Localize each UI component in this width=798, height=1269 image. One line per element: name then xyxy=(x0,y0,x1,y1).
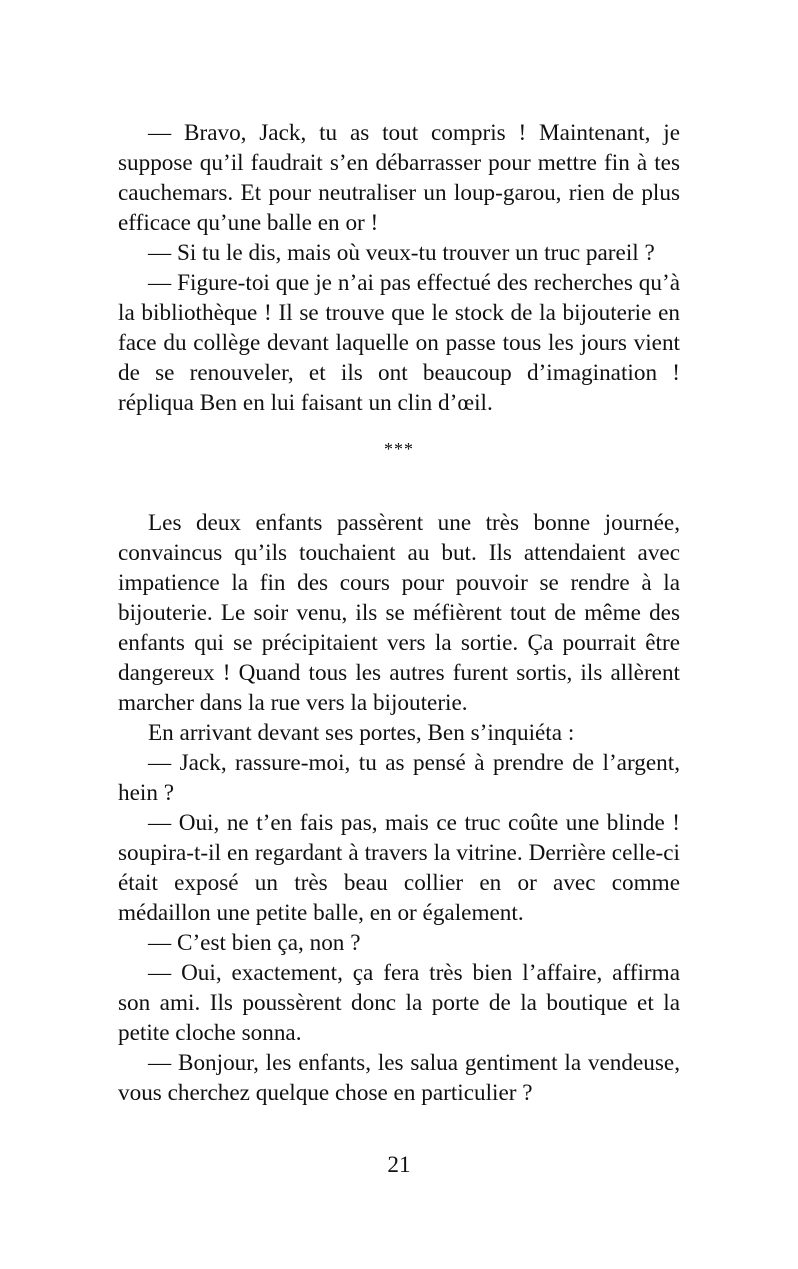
paragraph: Les deux enfants passèrent une très bonne journée, convaincus qu’ils touchaient au but. Ils attendaient avec impatience la fin des cours pour pouvoir se rendre à la bijouterie. Le soir venu, ils se méfièrent tout de même des enfants qui se précipitaient vers la sortie. Ça pourrait être dangereux ! Quand tous les autres furent sortis, ils allèrent marcher dans la rue vers la bijouterie. xyxy=(118,510,680,716)
section-separator: *** xyxy=(384,439,414,459)
paragraph: — Oui, exactement, ça fera très bien l’affaire, affirma son ami. Ils poussèrent donc la porte de la boutique et la petite cloche sonna. xyxy=(118,960,680,1046)
paragraph: En arrivant devant ses portes, Ben s’inquiéta : xyxy=(148,720,575,746)
paragraph: — Bravo, Jack, tu as tout compris ! Maintenant, je suppose qu’il faudrait s’en débarrasser pour mettre fin à tes cauchemars. Et pour neutraliser un loup-garou, rien de plus efficace qu’une balle en or ! xyxy=(118,120,680,236)
page-number: 21 xyxy=(387,1152,411,1178)
section-2 xyxy=(118,508,680,1108)
paragraph: — Si tu le dis, mais où veux-tu trouver un truc pareil ? xyxy=(148,240,655,266)
section-1 xyxy=(118,118,680,418)
paragraph: — Figure-toi que je n’ai pas effectué des recherches qu’à la bibliothèque ! Il se trouve que le stock de la bijouterie en face du collège devant laquelle on passe tous les jours vient de se renouveler, et ils ont beaucoup d’imagination ! répliqua Ben en lui faisant un clin d’œil. xyxy=(118,270,680,416)
page-body xyxy=(118,118,680,1108)
paragraph: — Bonjour, les enfants, les salua gentiment la vendeuse, vous cherchez quelque chose en particulier ? xyxy=(118,1050,680,1106)
paragraph: — Jack, rassure-moi, tu as pensé à prendre de l’argent, hein ? xyxy=(118,750,680,806)
paragraph: — C’est bien ça, non ? xyxy=(148,930,361,956)
paragraph: — Oui, ne t’en fais pas, mais ce truc coûte une blinde ! soupira-t-il en regardant à travers la vitrine. Derrière celle-ci était exposé un très beau collier en or avec comme médaillon une petite balle, en or également. xyxy=(118,810,680,926)
